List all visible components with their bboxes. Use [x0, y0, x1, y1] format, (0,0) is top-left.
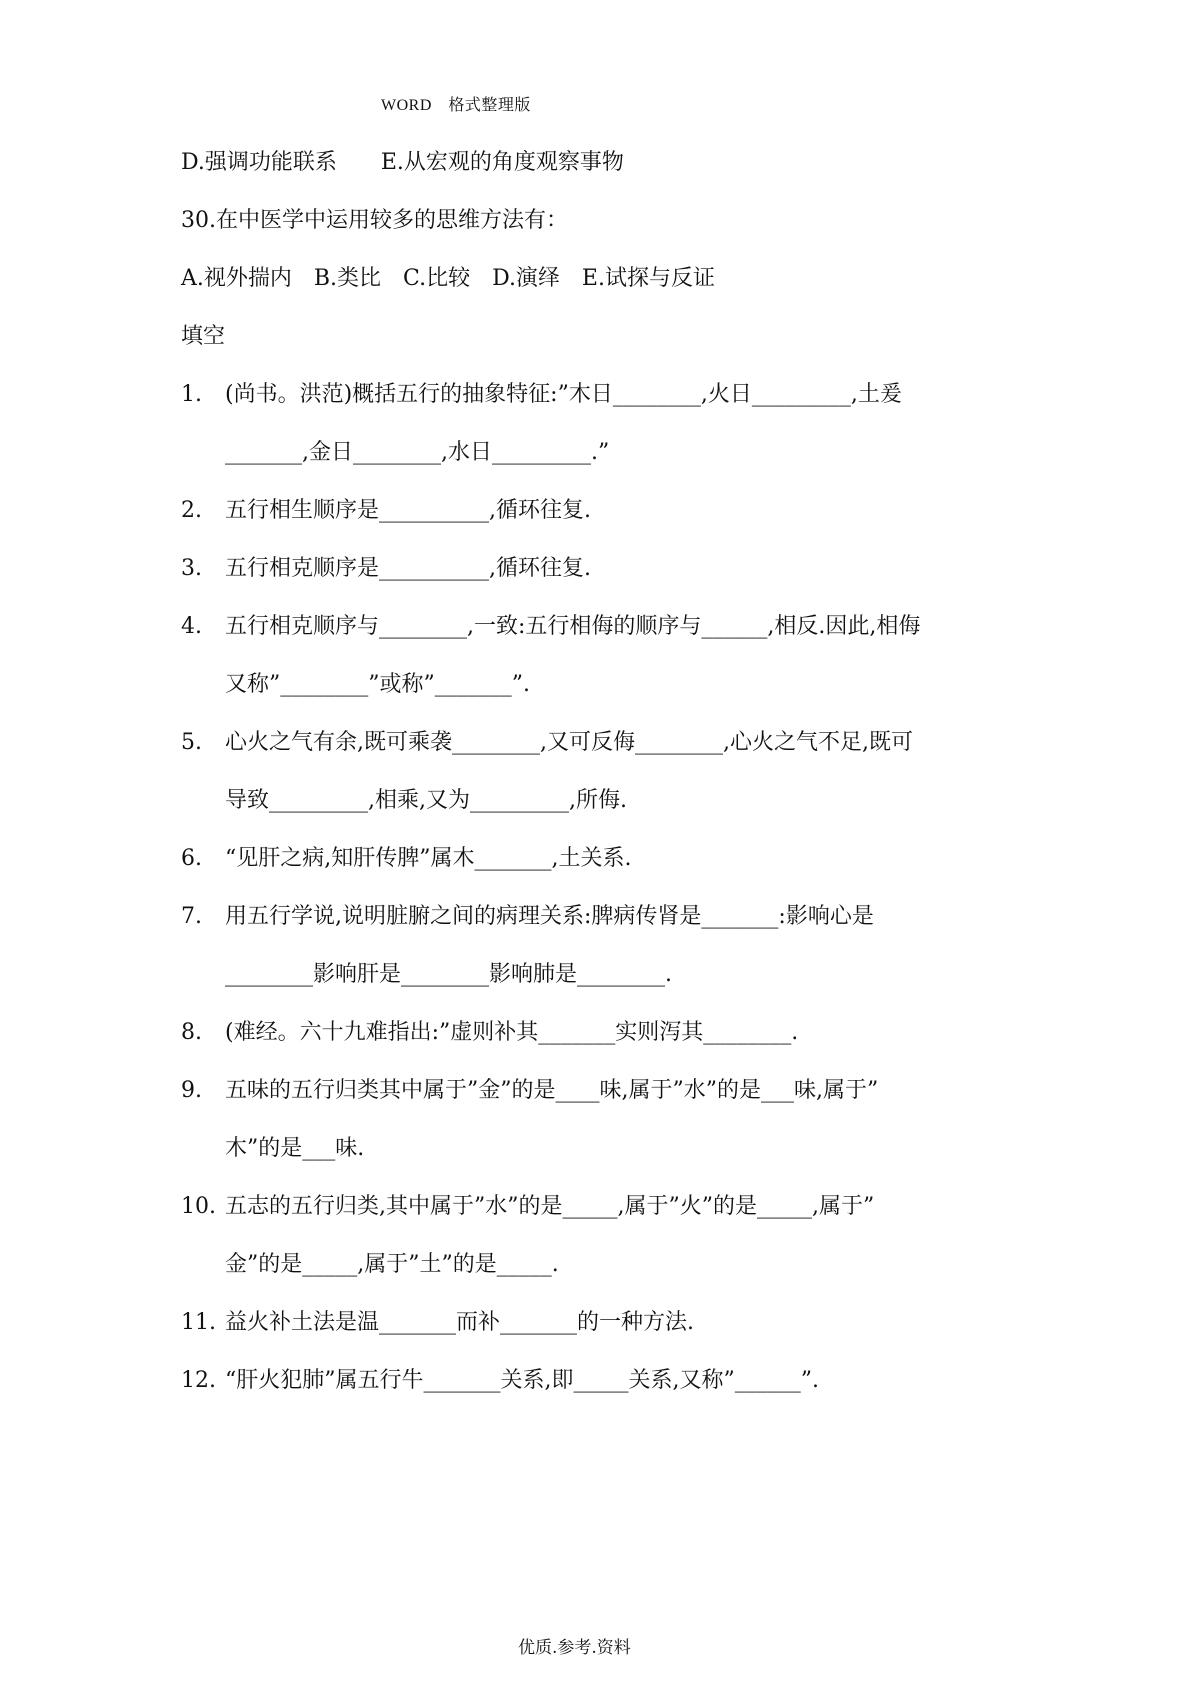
question-12: [181, 1366, 819, 1396]
question-4-continued: 又称”________”或称”_______”.: [225, 672, 530, 697]
question-number: 2.: [181, 498, 202, 523]
question-number: 8.: [181, 1020, 202, 1045]
question-number: 5.: [181, 730, 202, 755]
page-header: WORD 格式整理版: [381, 97, 531, 114]
question-number: 6.: [181, 846, 202, 871]
question-number: 10.: [181, 1194, 216, 1219]
question-text: “肝火犯肺”属五行牛_______关系,即_____关系,又称”______”.: [225, 1368, 819, 1393]
question-text: 五行相生顺序是__________,循环往复.: [225, 498, 591, 523]
question-text: 五味的五行归类其中属于”金”的是____味,属于”水”的是___味,属于”: [225, 1078, 879, 1103]
question-text: 益火补土法是温_______而补_______的一种方法.: [225, 1310, 694, 1335]
question-30: 30.在中医学中运用较多的思维方法有：: [181, 208, 568, 233]
question-text: 心火之气有余,既可乘袭________,又可反侮________,心火之气不足,既可: [225, 730, 913, 755]
question-11: [181, 1308, 694, 1338]
page-footer: 优质.参考.资料: [518, 1638, 631, 1658]
question-8: [181, 1018, 798, 1048]
question-number: 4.: [181, 614, 202, 639]
question-6: [181, 844, 631, 874]
question-10: [181, 1192, 874, 1222]
question-7-continued: ________影响肝是________影响肺是________.: [225, 962, 672, 987]
question-text: 五行相克顺序与________,一致:五行相侮的顺序与______,相反.因此,相侮: [225, 614, 921, 639]
question-3: [181, 554, 591, 584]
question-4: [181, 612, 920, 642]
question-number: 9.: [181, 1078, 202, 1103]
question-9: [181, 1076, 878, 1106]
question-number: 1.: [181, 382, 202, 407]
question-number: 11.: [181, 1310, 216, 1335]
question-1: [181, 380, 902, 410]
question-5: [181, 728, 913, 758]
question-text: 五行相克顺序是__________,循环往复.: [225, 556, 591, 581]
question-1-continued: _______,金日________,水日_________.”: [225, 440, 610, 465]
question-text: (尚书。洪范)概括五行的抽象特征:”木日________,火日_________,土爰: [225, 382, 902, 407]
question-number: 12.: [181, 1368, 216, 1393]
question-number: 3.: [181, 556, 202, 581]
question-9-continued: 木”的是___味.: [225, 1136, 365, 1161]
question-2: [181, 496, 591, 526]
question-text: (难经。六十九难指出:”虚则补其_______实则泻其________.: [225, 1020, 799, 1045]
question-30-options: A.视外揣内 B.类比 C.比较 D.演绎 E.试探与反证: [181, 266, 715, 291]
question-7: [181, 902, 874, 932]
question-text: 用五行学说,说明脏腑之间的病理关系:脾病传肾是_______:影响心是: [225, 904, 874, 929]
option-line-d-e: D.强调功能联系 E.从宏观的角度观察事物: [181, 150, 624, 175]
question-10-continued: 金”的是_____,属于”土”的是_____.: [225, 1252, 559, 1277]
question-5-continued: 导致_________,相乘,又为_________,所侮.: [225, 788, 627, 813]
section-title-fill-blank: 填空: [181, 324, 226, 349]
question-text: 五志的五行归类,其中属于”水”的是_____,属于”火”的是_____,属于”: [225, 1194, 875, 1219]
question-text: “见肝之病,知肝传脾”属木_______,土关系.: [225, 846, 632, 871]
question-number: 7.: [181, 904, 202, 929]
